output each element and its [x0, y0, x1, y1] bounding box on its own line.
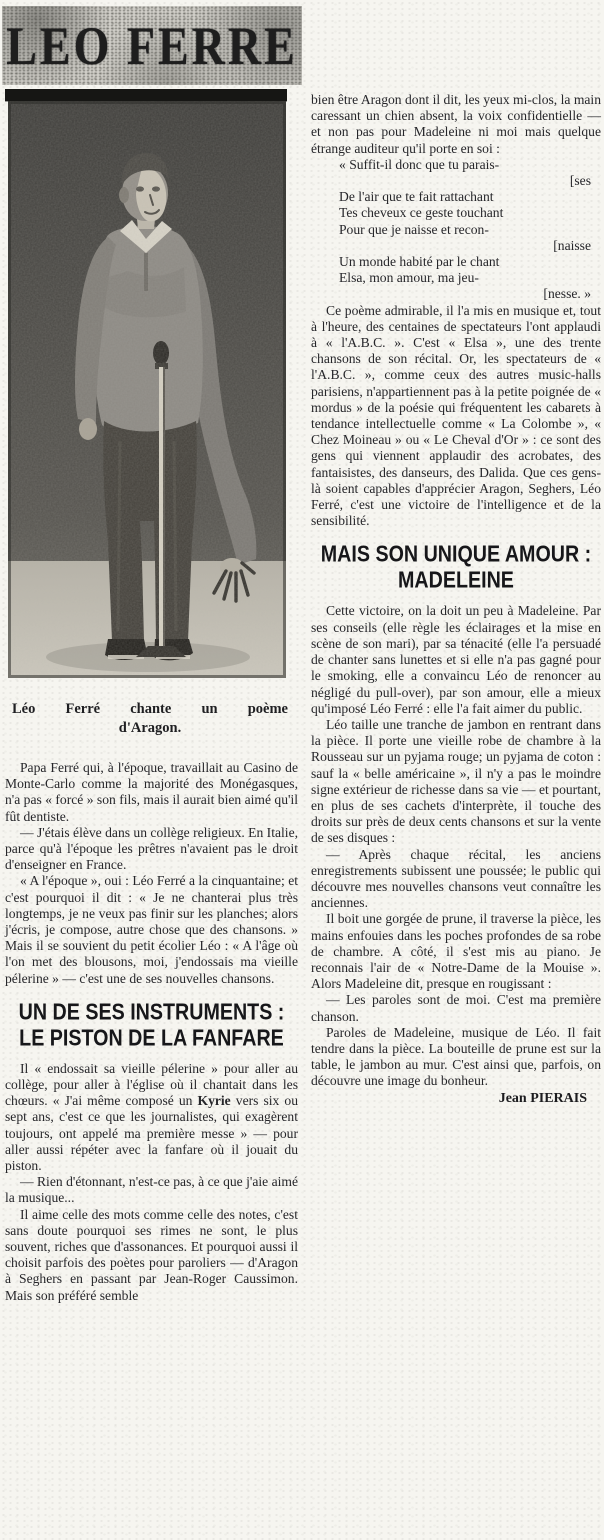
body-paragraph: — Les paroles sont de moi. C'est ma première chanson. — [311, 992, 601, 1024]
photo-caption — [12, 700, 288, 738]
body-paragraph: Léo taille une tranche de jambon en rentrant dans la pièce. Il porte une vieille robe de chambre à la Rousseau sur un pyjama rouge; un pyjama de coton : sauf la « belle américaine », il n'y a pas le moindre signe extérieur de richesse dans sa vie — et pourtant, en plus de ses cachets d'interprète, il touche des droits sur près de deux cents chansons et sur la vente de ses disques : — [311, 716, 601, 846]
leo-ferre-stage-photo-illustration — [8, 101, 286, 678]
section-heading-madeleine — [311, 542, 601, 594]
poem-line-turnover: [nesse. » — [543, 286, 591, 302]
photo-caption-line2: d'Aragon. — [118, 720, 182, 736]
section-heading-line: UN DE SES INSTRUMENTS : — [18, 999, 285, 1026]
poem-elsa — [311, 157, 601, 303]
byline: Jean PIERAIS — [498, 1090, 587, 1106]
paragraph-text: Il « endossait sa vieille pélerine » pour aller au collège, pour aller à l'église où il chantait dans les chœurs. « J'ai même composé un — [5, 1060, 298, 1109]
poem-line: Pour que je naisse et recon- — [339, 221, 489, 237]
section-heading-line: LE PISTON DE LA FANFARE — [19, 1025, 284, 1052]
body-paragraph: Paroles de Madeleine, musique de Léo. Il fait tendre dans la pièce. La bouteille de prune est sur la table, le jambon au mur. C'est ainsi que, parfois, on découvre une image du bonheur. — [311, 1024, 601, 1089]
section-heading-instruments — [5, 1000, 298, 1052]
article-photo — [8, 101, 286, 678]
body-paragraph: Cette victoire, on la doit un peu à Madeleine. Par ses conseils (elle règle les éclairages et la mise en scène de son mari), par sa ténacité (elle l'a persuadé de chanter sans lunettes et si elle n'a pas gagné pour le smoking, elle a convaincu Léo de renoncer au négligé du pull-over), par son amour, elle a mieux qu'imposé Léo Ferré : elle l'a fait aimer du public. — [311, 603, 601, 716]
body-paragraph: bien être Aragon dont il dit, les yeux mi-clos, la main caressant un chien absent, la voix confidentielle — et non pas pour Madeleine ni moi mais quelque étrange auditeur qu'il porte en soi : — [311, 92, 601, 156]
section-heading-line: MADELEINE — [398, 568, 514, 594]
body-paragraph — [5, 1061, 298, 1174]
body-paragraph: « A l'époque », oui : Léo Ferré a la cinquantaine; et c'est pourquoi il dit : « Je ne chanterai plus très longtemps, je ne veux pas finir sur les planches; alors j'écris, je compose, autre chose que des chansons. » Mais il se souvient du petit écolier Léo : « A l'âge où l'on met des blousons, moi, j'endossais ma vieille pélerine » — c'est une de ses nouvelles chansons. — [5, 873, 299, 986]
section-heading-line: MAIS SON UNIQUE AMOUR : — [320, 542, 592, 568]
poem-line: Tes cheveux ce geste touchant — [339, 205, 504, 221]
masthead-rule — [5, 89, 287, 101]
poem-line-turnover: [naisse — [553, 237, 591, 253]
right-column — [311, 92, 601, 1107]
body-paragraph: Ce poème admirable, il l'a mis en musique et, tout à l'heure, des centaines de spectateurs l'ont applaudi à « l'A.B.C. ». C'est « Elsa », une des trente chansons de son récital. Or, les spectateurs de « l'A.B.C. », comme ceux des autres music-halls parisiens, n'appartiennent pas à la petite poignée de « mordus » de la poésie qui fréquentent les cabarets à tendance intellectuelle comme « La Colombe », « Chez Moineau » ou « Le Cheval d'Or » : ce sont des gens qui viennent applaudir des acrobates, des fantaisistes, des danseurs, des Dalida. Que ces gens-là soient capables d'apprécier Aragon, Seghers, Léo Ferré, c'est une victoire de l'intelligence et de la sensibilité. — [311, 302, 601, 529]
poem-line-turnover: [ses — [569, 173, 591, 189]
poem-line: De l'air que te fait rattachant — [339, 189, 494, 205]
body-paragraph: — Après chaque récital, les anciens enregistrements subissent une poussée; le public qui découvre mes nouvelles chansons veut connaître les anciennes. — [311, 846, 601, 911]
poem-line: « Suffit-il donc que tu parais- — [339, 156, 500, 172]
paragraph-text: vers six ou sept ans, c'est ce que les journalistes, qui exagèrent toujours, ont appelé ma première messe » — pour aller aussi répéter avec la fanfare où il jouait du piston. — [5, 1093, 298, 1174]
poem-line: Elsa, mon amour, ma jeu- — [339, 270, 479, 286]
left-column — [5, 760, 298, 1304]
masthead — [2, 6, 302, 85]
body-paragraph: — Rien d'étonnant, n'est-ce pas, à ce que j'aie aimé la musique... — [5, 1174, 298, 1206]
body-paragraph: Il boit une gorgée de prune, il traverse la pièce, les mains enfouies dans les poches profondes de sa robe de chambre. A côté, il s'est mis au piano. Je reconnais l'air de « Notre-Dame de la Mouise ». Alors Madeleine dit, presque en rougissant : — [311, 911, 601, 992]
body-paragraph: Papa Ferré qui, à l'époque, travaillait au Casino de Monte-Carlo comme la majorité des Monégasques, n'a pas « forcé » son fils, mais il aurait bien aimé qu'il fût dentiste. — [5, 760, 298, 824]
masthead-title: LEO FERRE — [6, 15, 298, 76]
photo-caption-line1: Léo Ferré chante un poème — [12, 701, 288, 717]
kyrie-emphasis: Kyrie — [197, 1093, 231, 1109]
poem-line: Un monde habité par le chant — [339, 254, 500, 270]
body-paragraph: — J'étais élève dans un collège religieux. En Italie, parce qu'à l'époque les prêtres n'avaient pas le droit d'enseigner en France. — [5, 824, 299, 873]
body-paragraph: Il aime celle des mots comme celle des notes, c'est sans doute pourquoi ses rimes ne sont, le plus souvent, riches que d'assonances. Et pourquoi aussi il choisit parfois des poètes pour paroliers — d'Aragon à Seghers en passant par Jean-Roger Caussimon. Mais son préféré semble — [5, 1206, 298, 1303]
